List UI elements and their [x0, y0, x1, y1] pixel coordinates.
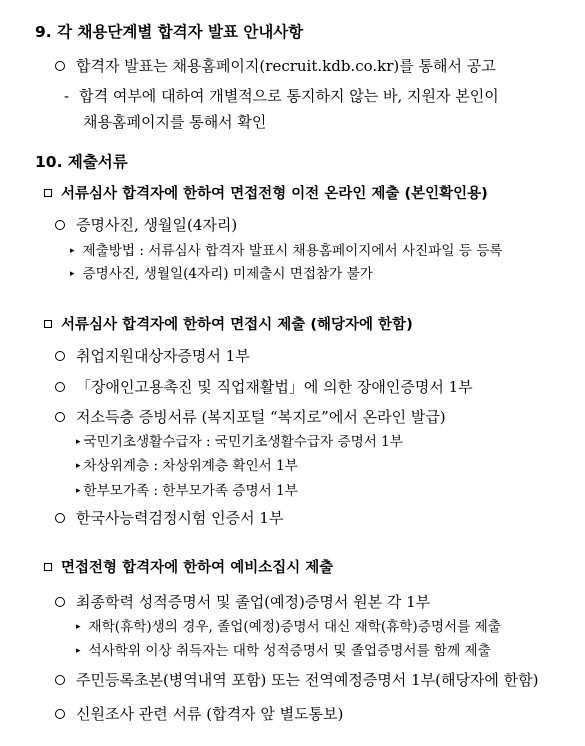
- group-1-sub-1: [70, 241, 503, 261]
- square-bullet-icon: [44, 189, 52, 197]
- triangle-bullet-icon: ▸: [76, 486, 81, 496]
- group-3-sub-1: [76, 617, 501, 637]
- section-9-heading: 9. 각 채용단계별 합격자 발표 안내사항: [35, 23, 304, 41]
- group-2-sub-3-text: 한부모가족 : 한부모가족 증명서 1부: [83, 483, 298, 499]
- section-9-item: [55, 56, 496, 76]
- square-bullet-icon: [44, 563, 52, 571]
- group-3-item-1-text: 최종학력 성적증명서 및 졸업(예정)증명서 원본 각 1부: [76, 593, 431, 611]
- group-2-item-3: [55, 407, 446, 427]
- group-3-sub-1-text: 재학(휴학)생의 경우, 졸업(예정)증명서 대신 재학(휴학)증명서를 제출: [88, 619, 501, 635]
- circle-bullet-icon: [55, 220, 65, 230]
- group-1-item-1: [55, 215, 237, 235]
- section-9-note-line2: 채용홈페이지를 통해서 확인: [83, 113, 267, 131]
- group-1-title: [44, 184, 488, 204]
- group-2-title-text: 서류심사 합격자에 한하여 면접시 제출 (해당자에 한함): [61, 317, 413, 333]
- group-3-sub-2-text: 석사학위 이상 취득자는 대학 성적증명서 및 졸업증명서를 함께 제출: [88, 643, 491, 659]
- section-9-item-text: 합격자 발표는 채용홈페이지(recruit.kdb.co.kr)를 통해서 공고: [76, 57, 496, 75]
- triangle-bullet-icon: ▸: [70, 246, 75, 256]
- section-9-note-text1: 합격 여부에 대하여 개별적으로 통지하지 않는 바, 지원자 본인이: [79, 87, 499, 105]
- group-2-sub-2-text: 차상위계층 : 차상위계층 확인서 1부: [83, 458, 298, 474]
- group-1-sub-1-text: 제출방법 : 서류심사 합격자 발표시 채용홈페이지에서 사진파일 등 등록: [82, 243, 503, 259]
- square-bullet-icon: [44, 320, 52, 328]
- group-2-item-1-text: 취업지원대상자증명서 1부: [76, 347, 250, 365]
- group-2-item-2: [55, 377, 473, 397]
- group-2-item-4: [55, 508, 283, 528]
- group-1-item-1-text: 증명사진, 생월일(4자리): [76, 216, 238, 234]
- group-3-title: [44, 558, 333, 578]
- group-3-item-3-text: 신원조사 관련 서류 (합격자 앞 별도통보): [76, 705, 344, 723]
- circle-bullet-icon: [55, 61, 65, 71]
- section-9-note-line1: [64, 86, 499, 106]
- group-2-item-3-text: 저소득층 증빙서류 (복지포털 “복지로”에서 온라인 발급): [76, 408, 446, 426]
- group-2-item-2-text: 「장애인고용촉진 및 직업재활법」에 의한 장애인증명서 1부: [76, 378, 473, 396]
- circle-bullet-icon: [55, 412, 65, 422]
- group-2-item-4-text: 한국사능력검정시험 인증서 1부: [76, 509, 284, 527]
- circle-bullet-icon: [55, 597, 65, 607]
- group-2-sub-1-text: 국민기초생활수급자 : 국민기초생활수급자 증명서 1부: [83, 434, 403, 450]
- triangle-bullet-icon: ▸: [76, 437, 81, 447]
- group-3-item-1: [55, 592, 430, 612]
- group-3-item-2: [55, 670, 539, 690]
- group-1-sub-2: [70, 264, 373, 284]
- triangle-bullet-icon: ▸: [76, 461, 81, 471]
- group-3-item-3: [55, 704, 343, 724]
- triangle-bullet-icon: ▸: [70, 269, 75, 279]
- group-3-title-text: 면접전형 합격자에 한하여 예비소집시 제출: [61, 560, 334, 576]
- group-2-item-1: [55, 346, 250, 366]
- group-2-title: [44, 315, 413, 335]
- group-2-sub-2: [76, 456, 298, 476]
- group-1-sub-2-text: 증명사진, 생월일(4자리) 미제출시 면접참가 불가: [82, 266, 373, 282]
- circle-bullet-icon: [55, 709, 65, 719]
- group-2-sub-3: [76, 481, 298, 501]
- dash-marker: -: [64, 87, 70, 105]
- triangle-bullet-icon: ▸: [76, 622, 81, 632]
- circle-bullet-icon: [55, 382, 65, 392]
- circle-bullet-icon: [55, 513, 65, 523]
- group-3-item-2-text: 주민등록초본(병역내역 포함) 또는 전역예정증명서 1부(해당자에 한함): [76, 671, 539, 689]
- group-2-sub-1: [76, 432, 403, 452]
- triangle-bullet-icon: ▸: [76, 646, 81, 656]
- section-10-heading: 10. 제출서류: [35, 153, 128, 171]
- circle-bullet-icon: [55, 351, 65, 361]
- group-3-sub-2: [76, 641, 491, 661]
- circle-bullet-icon: [55, 675, 65, 685]
- group-1-title-text: 서류심사 합격자에 한하여 면접전형 이전 온라인 제출 (본인확인용): [61, 186, 488, 202]
